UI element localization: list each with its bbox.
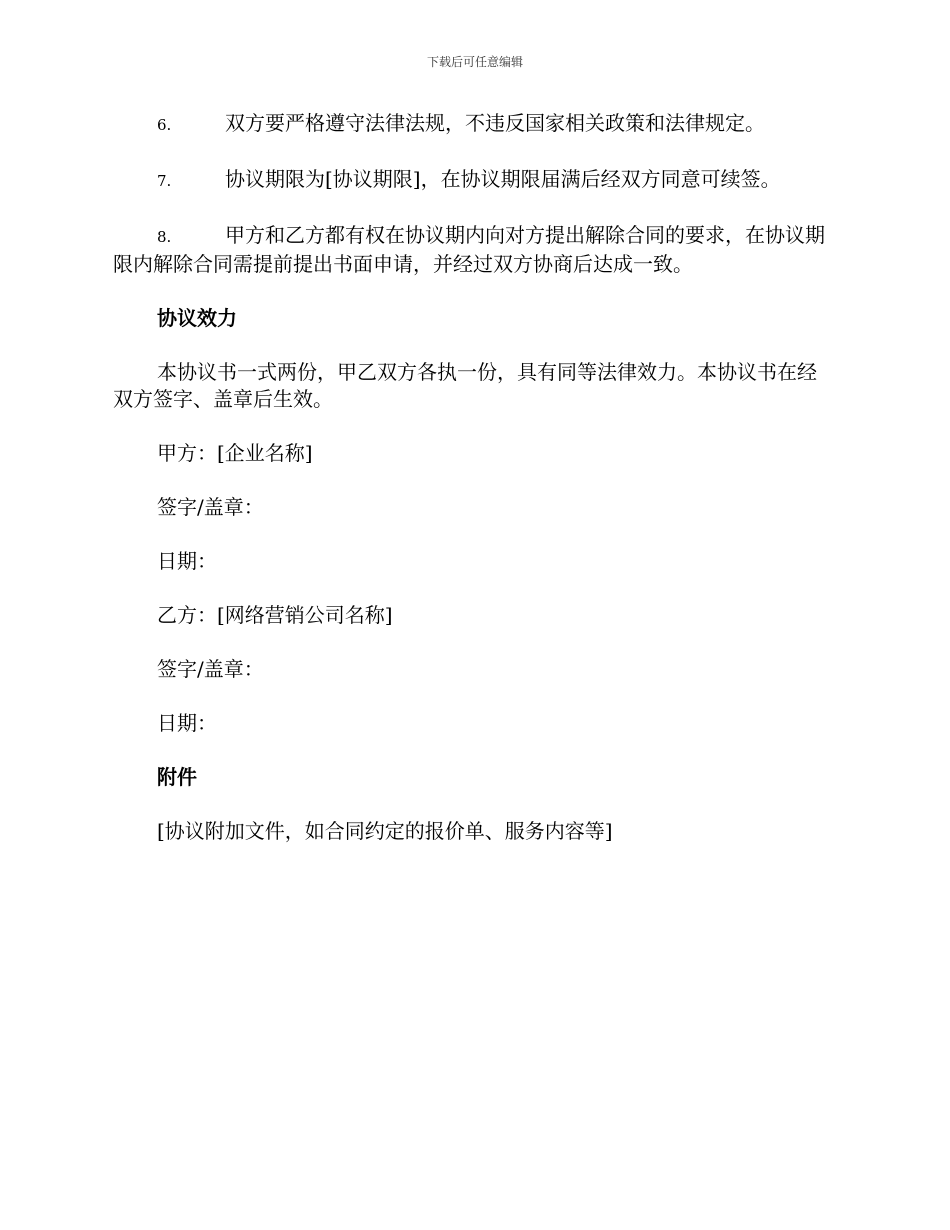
validity-heading: 协议效力 (157, 306, 237, 330)
clause-8 (113, 222, 833, 278)
party-b-date: 日期： (157, 711, 217, 735)
party-b-name: 乙方：[网络营销公司名称] (157, 603, 393, 627)
attachment-text: [协议附加文件，如合同约定的报价单、服务内容等] (157, 819, 613, 843)
page-header-note: 下载后可任意编辑 (426, 55, 523, 69)
clause-number: 6. (157, 116, 172, 134)
clause-number: 7. (157, 172, 172, 190)
clause-7 (113, 166, 833, 195)
validity-text: 本协议书一式两份，甲乙双方各执一份，具有同等法律效力。本协议书在经双方签字、盖章后生效。 (113, 360, 817, 411)
attachment-heading: 附件 (157, 765, 197, 789)
party-a-sign: 签字/盖章： (157, 495, 264, 519)
clause-text: 双方要严格遵守法律法规，不违反国家相关政策和法律规定。 (225, 111, 765, 135)
clause-number: 8. (157, 228, 172, 246)
clause-6 (113, 110, 833, 139)
document-body (113, 110, 833, 872)
party-a-date: 日期： (157, 549, 217, 573)
party-b-sign: 签字/盖章： (157, 657, 264, 681)
clause-text: 甲方和乙方都有权在协议期内向对方提出解除合同的要求，在协议期限内解除合同需提前提出书面申请，并经过双方协商后达成一致。 (113, 223, 825, 276)
clause-text: 协议期限为[协议期限]，在协议期限届满后经双方同意可续签。 (225, 167, 781, 191)
party-a-name: 甲方：[企业名称] (157, 441, 313, 465)
